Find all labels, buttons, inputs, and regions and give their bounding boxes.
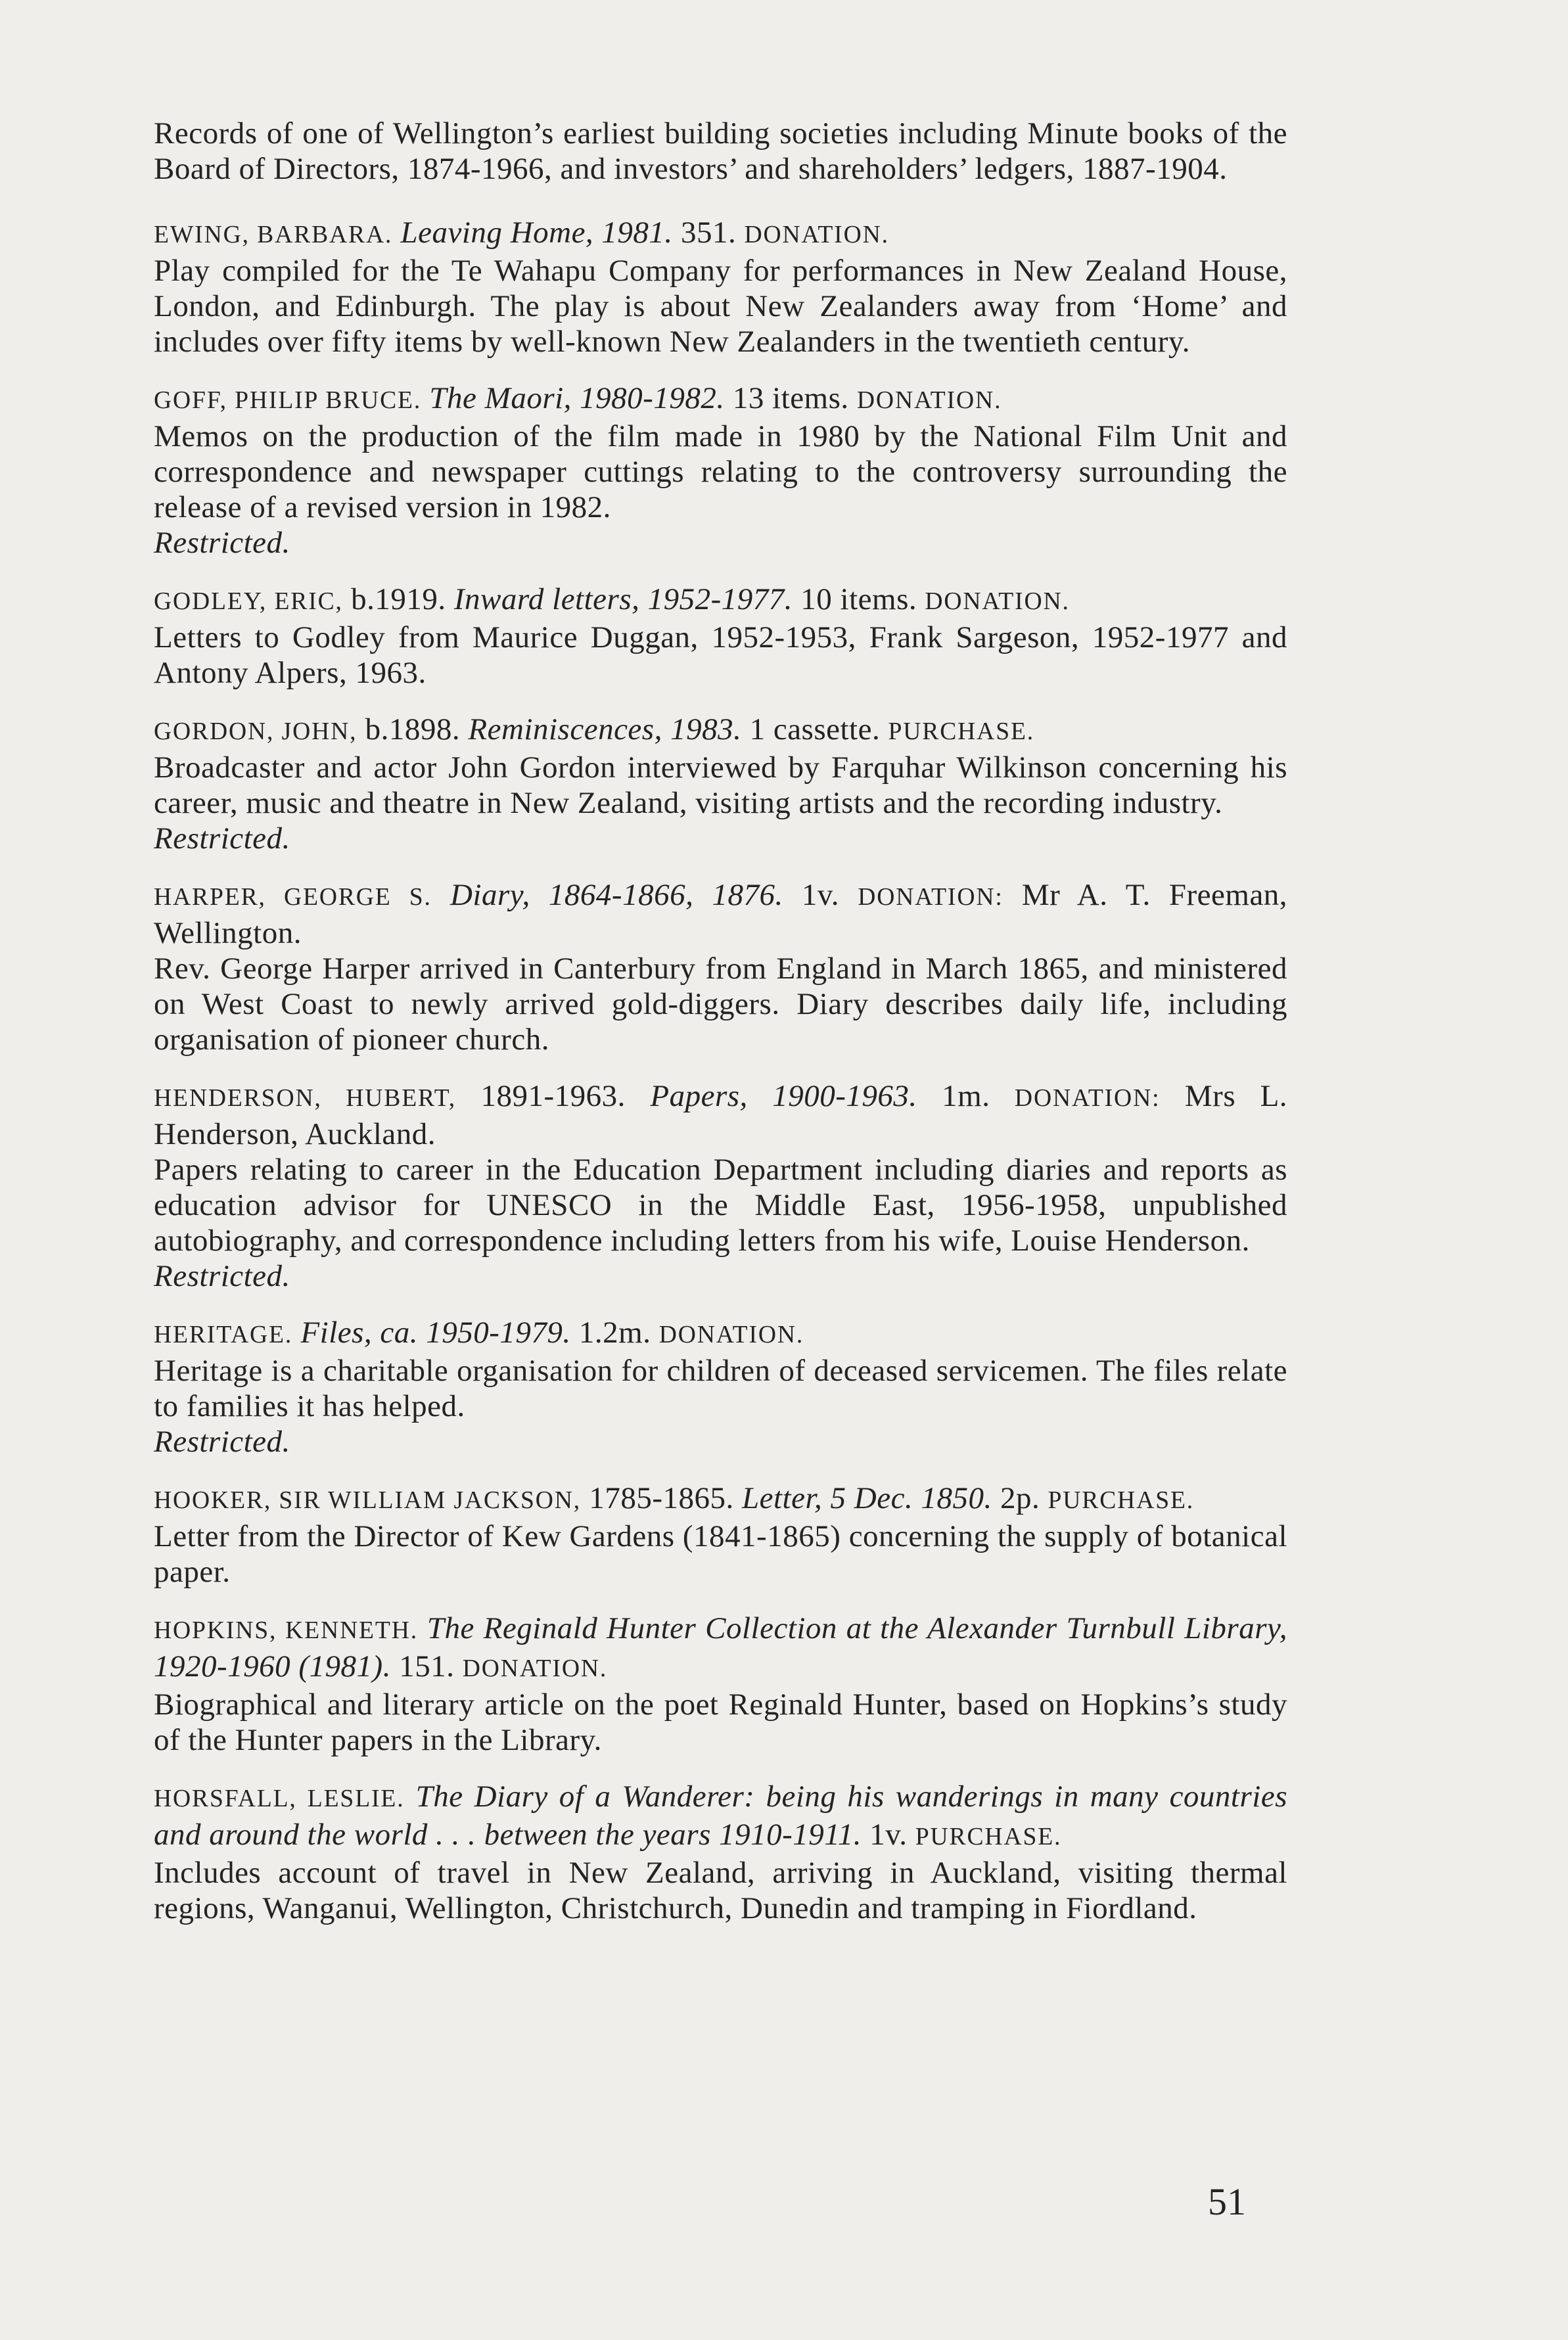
catalogue-text: [154, 116, 1287, 1926]
catalogue-entry: [154, 1315, 1287, 1459]
entry-heading: [154, 582, 1287, 620]
entry-name: HORSFALL, LESLIE.: [154, 1785, 405, 1812]
entry-title: The Maori, 1980-1982.: [429, 381, 725, 415]
access-note: Restricted.: [154, 1425, 290, 1459]
entry-heading: [154, 1315, 1287, 1353]
entry-acquisition: DONATION.: [856, 387, 1002, 414]
entry-title: Letter, 5 Dec. 1850.: [741, 1481, 992, 1515]
entry-extent: 1v.: [801, 878, 840, 912]
entry-heading: [154, 380, 1287, 419]
entry-name: GORDON, JOHN,: [154, 718, 357, 745]
entry-acquisition: PURCHASE.: [888, 718, 1035, 745]
entry-heading: [154, 1480, 1287, 1519]
catalogue-entry: [154, 215, 1287, 359]
entry-acquisition: DONATION:: [858, 884, 1003, 911]
entry-extent: 1.2m.: [578, 1316, 651, 1350]
entry-heading: [154, 877, 1287, 951]
entry-title: Files, ca. 1950-1979.: [300, 1316, 571, 1350]
entry-dates: 1891-1963.: [480, 1079, 626, 1113]
entry-heading: [154, 1078, 1287, 1152]
entry-description: Broadcaster and actor John Gordon interviewed by Farquhar Wilkinson concerning his career, music and theatre in New Zealand, visiting artists and the recording industry.: [154, 750, 1287, 820]
entry-extent: 2p.: [1000, 1481, 1040, 1515]
entry-title: Reminiscences, 1983.: [468, 712, 742, 746]
entry-dates: b.1919.: [351, 582, 446, 616]
entry-acquisition: PURCHASE.: [915, 1824, 1062, 1850]
entry-name: HENDERSON, HUBERT,: [154, 1085, 457, 1112]
entry-heading: [154, 215, 1287, 253]
catalogue-entry: [154, 1779, 1287, 1926]
catalogue-entry: [154, 582, 1287, 691]
continued-entry-description: Records of one of Wellington’s earliest building societies including Minute books of the Board of Directors, 1874-1966, and investors’ and shareholders’ ledgers, 1887-1904.: [154, 116, 1287, 186]
entry-title: Inward letters, 1952-1977.: [453, 582, 793, 616]
entry-acquisition: DONATION.: [925, 588, 1070, 615]
catalogue-entry: [154, 877, 1287, 1057]
entry-acquisition: PURCHASE.: [1048, 1487, 1195, 1514]
entry-dates: b.1898.: [365, 712, 461, 746]
entry-extent: 351.: [680, 216, 737, 250]
entry-description: Letters to Godley from Maurice Duggan, 1952-1953, Frank Sargeson, 1952-1977 and Antony Alpers, 1963.: [154, 620, 1287, 690]
entry-name: HOOKER, SIR WILLIAM JACKSON,: [154, 1487, 582, 1514]
catalogue-entry: [154, 380, 1287, 561]
entry-description: Includes account of travel in New Zealand, arriving in Auckland, visiting thermal regions, Wanganui, Wellington, Christchurch, Dunedin and tramping in Fiordland.: [154, 1856, 1287, 1925]
entry-name: HERITAGE.: [154, 1321, 293, 1348]
entry-description: Memos on the production of the film made in 1980 by the National Film Unit and correspondence and newspaper cuttings relating to the controversy surrounding the release of a revised version in 1982.: [154, 419, 1287, 524]
entry-donor: Mrs L. Henderson, Auckland.: [154, 1079, 1288, 1151]
entry-title: The Diary of a Wanderer: being his wanderings in many countries and around the world . . . between the years 1910-1911.: [154, 1779, 1287, 1852]
catalogue-entry: [154, 712, 1287, 856]
access-note: Restricted.: [154, 1259, 290, 1293]
entry-description: Heritage is a charitable organisation for children of deceased servicemen. The files relate to families it has helped.: [154, 1354, 1287, 1423]
entry-extent: 10 items.: [800, 582, 917, 616]
entry-extent: 1m.: [942, 1079, 990, 1113]
entry-acquisition: DONATION.: [462, 1655, 608, 1682]
catalogue-entry: [154, 1480, 1287, 1590]
catalogue-entry: [154, 1611, 1287, 1758]
access-note: Restricted.: [154, 526, 290, 560]
entry-name: HARPER, GEORGE S.: [154, 884, 432, 911]
page-number: 51: [1208, 2180, 1246, 2223]
access-note: Restricted.: [154, 821, 290, 856]
entry-description: Biographical and literary article on the poet Reginald Hunter, based on Hopkins’s study of the Hunter papers in the Library.: [154, 1687, 1287, 1757]
entry-acquisition: DONATION.: [744, 221, 889, 248]
entry-name: GOFF, PHILIP BRUCE.: [154, 387, 422, 414]
entry-name: HOPKINS, KENNETH.: [154, 1617, 418, 1644]
entry-description: Play compiled for the Te Wahapu Company for performances in New Zealand House, London, and Edinburgh. The play is about New Zealanders away from ‘Home’ and includes over fifty items by well-known New Zealanders in the twentieth century.: [154, 254, 1287, 359]
entry-name: GODLEY, ERIC,: [154, 588, 343, 615]
entry-heading: [154, 1611, 1287, 1687]
entry-name: EWING, BARBARA.: [154, 221, 393, 248]
entry-extent: 1 cassette.: [749, 712, 881, 746]
entry-acquisition: DONATION:: [1014, 1085, 1161, 1112]
entry-extent: 1v.: [869, 1818, 908, 1852]
entry-title: The Reginald Hunter Collection at the Alexander Turnbull Library, 1920-1960 (1981).: [154, 1611, 1288, 1684]
entry-title: Papers, 1900-1963.: [650, 1079, 917, 1113]
entry-description: Rev. George Harper arrived in Canterbury from England in March 1865, and ministered on West Coast to newly arrived gold-diggers. Diary describes daily life, including organisation of pioneer church.: [154, 952, 1287, 1057]
entry-dates: 1785-1865.: [589, 1481, 734, 1515]
entry-heading: [154, 712, 1287, 750]
catalogue-entry: [154, 1078, 1287, 1294]
entry-description: Letter from the Director of Kew Gardens (1841-1865) concerning the supply of botanical paper.: [154, 1519, 1287, 1589]
entry-title: Diary, 1864-1866, 1876.: [450, 878, 783, 912]
entry-heading: [154, 1779, 1287, 1855]
entry-donor: Mr A. T. Freeman, Wellington.: [154, 878, 1288, 950]
entry-extent: 13 items.: [732, 381, 849, 415]
entry-extent: 151.: [399, 1649, 455, 1684]
entry-title: Leaving Home, 1981.: [400, 216, 673, 250]
entry-description: Papers relating to career in the Education Department including diaries and reports as education advisor for UNESCO in the Middle East, 1956-1958, unpublished autobiography, and correspondence including letters from his wife, Louise Henderson.: [154, 1153, 1287, 1258]
entry-acquisition: DONATION.: [658, 1321, 804, 1348]
